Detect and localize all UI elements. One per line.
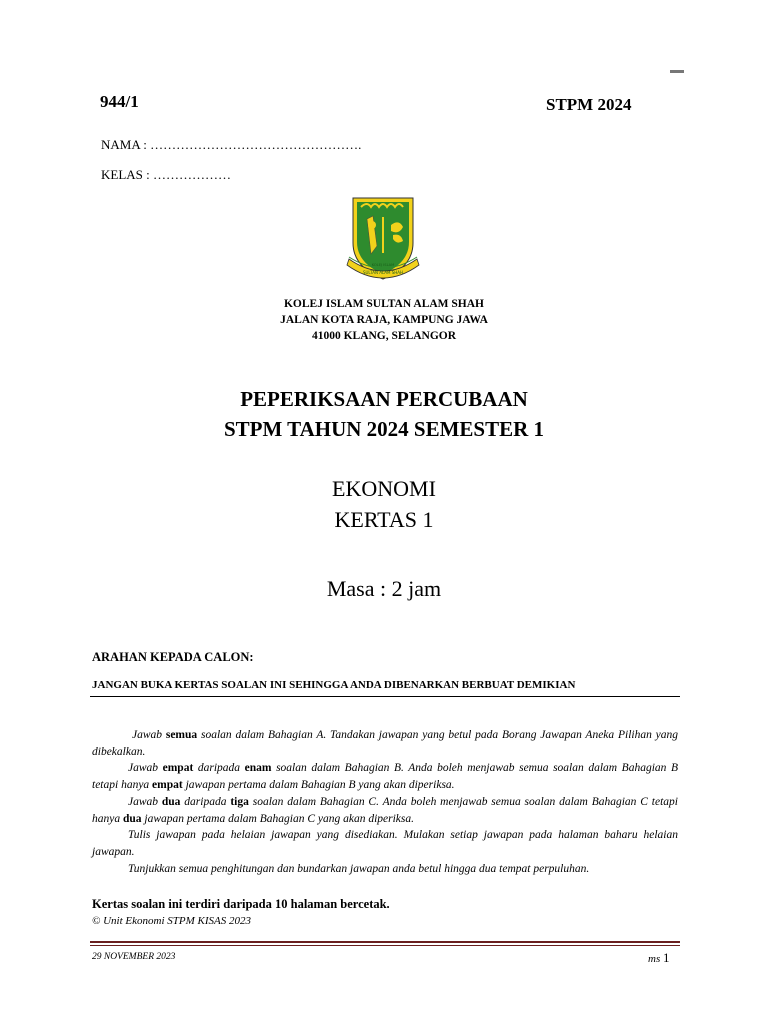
footer-rule: [90, 941, 680, 943]
class-field: KELAS : ………………: [101, 167, 231, 182]
instruction-section-c: Jawab dua daripada tiga soalan dalam Bahagian C. Anda boleh menjawab semua soalan dalam Bahagian C tetapi hanya dua jawapan pertama dalam Bahagian C yang akan diperiksa.: [92, 795, 678, 825]
school-crest-logo: [343, 195, 423, 285]
footer-rule-thin: [90, 945, 680, 946]
instructions-heading: ARAHAN KEPADA CALON:: [92, 650, 254, 664]
page-corner-mark: [670, 70, 684, 73]
subject-title: EKONOMI: [332, 476, 436, 501]
school-address-line-1: JALAN KOTA RAJA, KAMPUNG JAWA: [280, 314, 488, 326]
school-address-line-2: 41000 KLANG, SELANGOR: [311, 330, 457, 342]
copyright-note: © Unit Ekonomi STPM KISAS 2023: [92, 915, 251, 927]
exam-year: STPM 2024: [546, 95, 632, 114]
instructions-warning: JANGAN BUKA KERTAS SOALAN INI SEHINGGA ANDA DIBENARKAN BERBUAT DEMIKIAN: [92, 679, 576, 691]
instruction-section-a: Jawab semua soalan dalam Bahagian A. Tandakan jawapan yang betul pada Borang Jawapan Aneka Pilihan yang dibekalkan.: [92, 729, 678, 758]
crest-motto-text: SULTAN ALAM SHAH: [362, 270, 404, 275]
school-name: KOLEJ ISLAM SULTAN ALAM SHAH: [283, 298, 484, 310]
divider: [90, 696, 680, 697]
instruction-answer-sheet: Tulis jawapan pada helaian jawapan yang disediakan. Mulakan setiap jawapan pada halaman baharu helaian jawapan.: [92, 829, 678, 858]
crest-top-text: KOLEJ ISLAM: [371, 263, 395, 267]
paper-number: KERTAS 1: [334, 507, 434, 532]
exam-duration: Masa : 2 jam: [326, 576, 442, 601]
page-count-note: Kertas soalan ini terdiri daripada 10 halaman bercetak.: [92, 897, 390, 911]
instruction-rounding: Tunjukkan semua penghitungan dan bundarkan jawapan anda betul hingga dua tempat perpuluhan.: [128, 862, 590, 875]
paper-code: 944/1: [100, 92, 139, 111]
footer-date: 29 NOVEMBER 2023: [92, 952, 176, 962]
exam-title: PEPERIKSAAN PERCUBAAN: [240, 387, 528, 411]
instruction-section-b: Jawab empat daripada enam soalan dalam Bahagian B. Anda boleh menjawab semua soalan dalam Bahagian B tetapi hanya empat jawapan pertama dalam Bahagian B yang akan diperiksa.: [92, 762, 679, 792]
name-field: NAMA : ………………………………………….: [101, 137, 362, 152]
page-number: ms 1: [648, 950, 670, 965]
instructions-body: [92, 727, 678, 877]
exam-session: STPM TAHUN 2024 SEMESTER 1: [223, 417, 545, 441]
